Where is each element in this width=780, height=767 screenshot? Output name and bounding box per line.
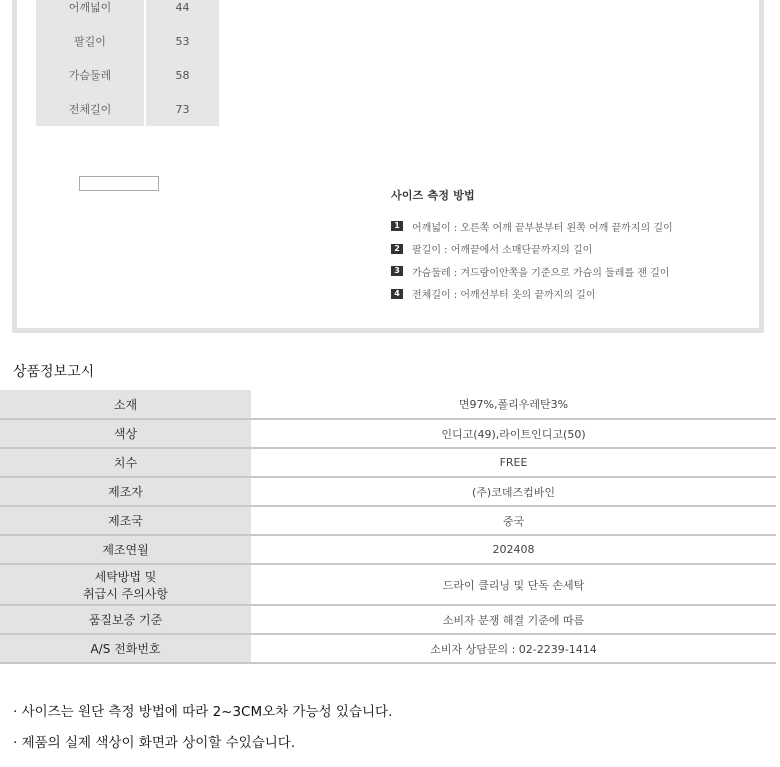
info-label: 제조연월 <box>0 535 251 564</box>
info-value: 소비자 상담문의 : 02-2239-1414 <box>251 634 776 663</box>
measure-method-title: 사이즈 측정 방법 <box>391 189 475 202</box>
notes-section <box>13 701 392 763</box>
info-label: 색상 <box>0 419 251 448</box>
info-value: 인디고(49),라이트인디고(50) <box>251 419 776 448</box>
info-row <box>0 564 776 605</box>
info-label: 제조국 <box>0 506 251 535</box>
info-label: 품질보증 기준 <box>0 605 251 634</box>
info-value: 202408 <box>251 535 776 564</box>
product-info-title: 상품정보고시 <box>13 364 95 380</box>
measure-item-text: 어깨넓이 : 오른쪽 어깨 끝부분부터 왼쪽 어깨 끝까지의 길이 <box>412 222 673 234</box>
measure-item-text: 가슴둘레 : 겨드랑이안쪽을 기준으로 가슴의 둘레를 잰 길이 <box>412 267 670 279</box>
info-value: 면97%,폴리우레탄3% <box>251 390 776 419</box>
size-row <box>36 92 219 126</box>
measure-item <box>391 260 673 283</box>
info-value: FREE <box>251 448 776 477</box>
size-label: 팔길이 <box>36 24 145 58</box>
measure-method <box>391 187 673 305</box>
info-row <box>0 390 776 419</box>
info-row <box>0 448 776 477</box>
info-label: 치수 <box>0 448 251 477</box>
info-row <box>0 419 776 448</box>
product-info-table <box>0 390 776 664</box>
size-value: 44 <box>145 0 219 24</box>
info-value: 드라이 클리닝 및 단독 손세탁 <box>251 564 776 605</box>
number-badge: 1 <box>391 221 403 231</box>
number-badge: 4 <box>391 289 403 299</box>
info-row <box>0 634 776 663</box>
info-row <box>0 605 776 634</box>
measure-item-text: 팔길이 : 어깨끝에서 소매단끝까지의 길이 <box>412 245 593 257</box>
measure-item <box>391 238 673 261</box>
number-badge: 2 <box>391 244 403 254</box>
info-row <box>0 535 776 564</box>
size-value: 73 <box>145 92 219 126</box>
info-row <box>0 506 776 535</box>
size-label: 가슴둘레 <box>36 58 145 92</box>
info-value: (주)코데즈컴바인 <box>251 477 776 506</box>
measure-item <box>391 215 673 238</box>
note-text: · 제품의 실제 색상이 화면과 상이할 수있습니다. <box>13 735 296 751</box>
size-image-placeholder <box>79 176 159 191</box>
info-label <box>0 564 251 605</box>
info-label-line: 취급시 주의사항 <box>83 586 168 601</box>
size-value: 53 <box>145 24 219 58</box>
info-label: A/S 전화번호 <box>0 634 251 663</box>
size-row <box>36 58 219 92</box>
size-row <box>36 24 219 58</box>
size-chart-table <box>36 0 219 126</box>
size-label: 전체길이 <box>36 92 145 126</box>
size-row <box>36 0 219 24</box>
info-row <box>0 477 776 506</box>
info-value: 소비자 분쟁 해결 기준에 따름 <box>251 605 776 634</box>
measure-item-text: 전체길이 : 어깨선부터 옷의 끝까지의 길이 <box>412 290 596 302</box>
measure-item <box>391 283 673 306</box>
size-value: 58 <box>145 58 219 92</box>
info-value: 중국 <box>251 506 776 535</box>
number-badge: 3 <box>391 266 403 276</box>
info-label: 소재 <box>0 390 251 419</box>
info-label-line: 세탁방법 및 <box>94 569 157 584</box>
size-label: 어깨넓이 <box>36 0 145 24</box>
info-label: 제조자 <box>0 477 251 506</box>
note-text: · 사이즈는 원단 측정 방법에 따라 2~3CM오차 가능성 있습니다. <box>13 704 393 720</box>
